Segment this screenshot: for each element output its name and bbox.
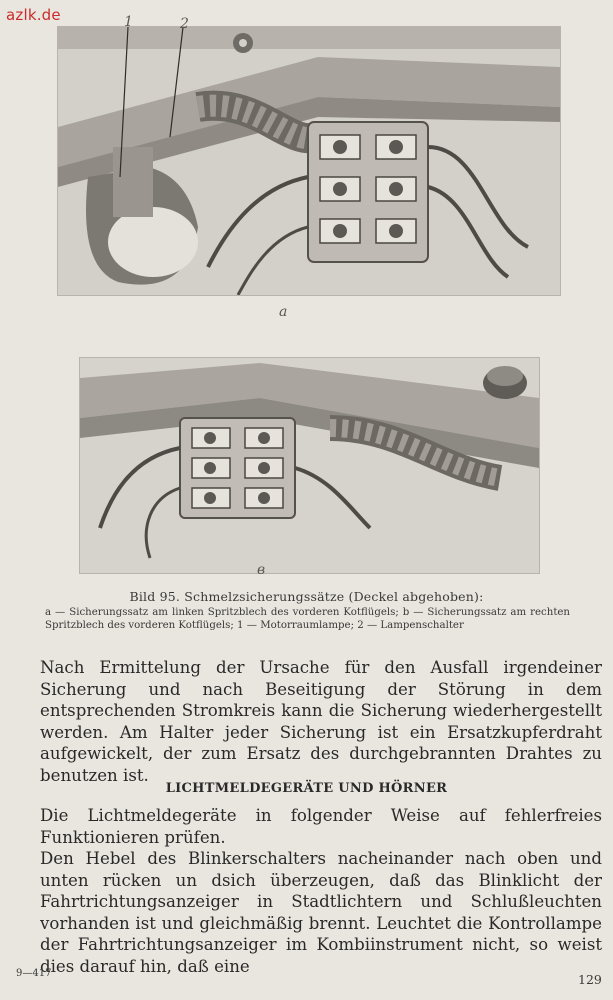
figure-a-label: a (279, 304, 288, 320)
section-heading: LICHTMELDEGERÄTE UND HÖRNER (165, 781, 448, 796)
fuse-box-left-illustration (58, 27, 560, 295)
page-number: 129 (578, 972, 602, 987)
paragraph-signal-check: Die Lichtmeldegeräte in folgender Weise auf fehlerfreies Funktionieren prüfen. (40, 806, 602, 847)
figure-b-label: в (257, 562, 266, 578)
figure-caption-title: Bild 95. Schmelzsicherungssätze (Deckel abgehoben): (129, 589, 484, 604)
fuse-box-right-illustration (80, 358, 539, 573)
paragraph-fuse-repair: Nach Ermittelung der Ursache für den Ausfall irgendeiner Sicherung und nach Beseitigung der Störung in dem entsprechenden Stromkreis kann die Sicherung wiederhergestellt werden. Am Halter jeder Sicherung ist ein Ersatzkupferdraht aufgewickelt, der zum Ersatz des durchgebrannten Drahtes zu benutzen ist. (40, 658, 602, 785)
paragraph-blinker-check: Den Hebel des Blinkerschalters nacheinander nach oben und unten rücken un dsich überzeugen, daß das Blinklicht der Fahrtrichtungsanzeiger in Stadtlichtern und Schlußleuchten vorhanden ist und gleichmäßig brennt. Leuchtet die Kontrollampe der Fahrtrichtungsanzeiger im Kombiinstrument nicht, so weist dies darauf hin, daß eine (40, 849, 602, 976)
callout-1: 1 (124, 14, 133, 30)
watermark: azlk.de (6, 6, 61, 24)
figure-caption-body: a — Sicherungssatz am linken Spritzblech des vorderen Kotflügels; b — Sicherungssatz am rechten Spritzblech des vorderen Kotflügels; 1 — Motorraumlampe; 2 — Lampenschalter (45, 607, 570, 631)
callout-2: 2 (180, 16, 189, 32)
figure-b-photo (79, 357, 540, 574)
figure-a-photo (57, 26, 561, 296)
printer-signature: 9—417 (16, 968, 52, 979)
